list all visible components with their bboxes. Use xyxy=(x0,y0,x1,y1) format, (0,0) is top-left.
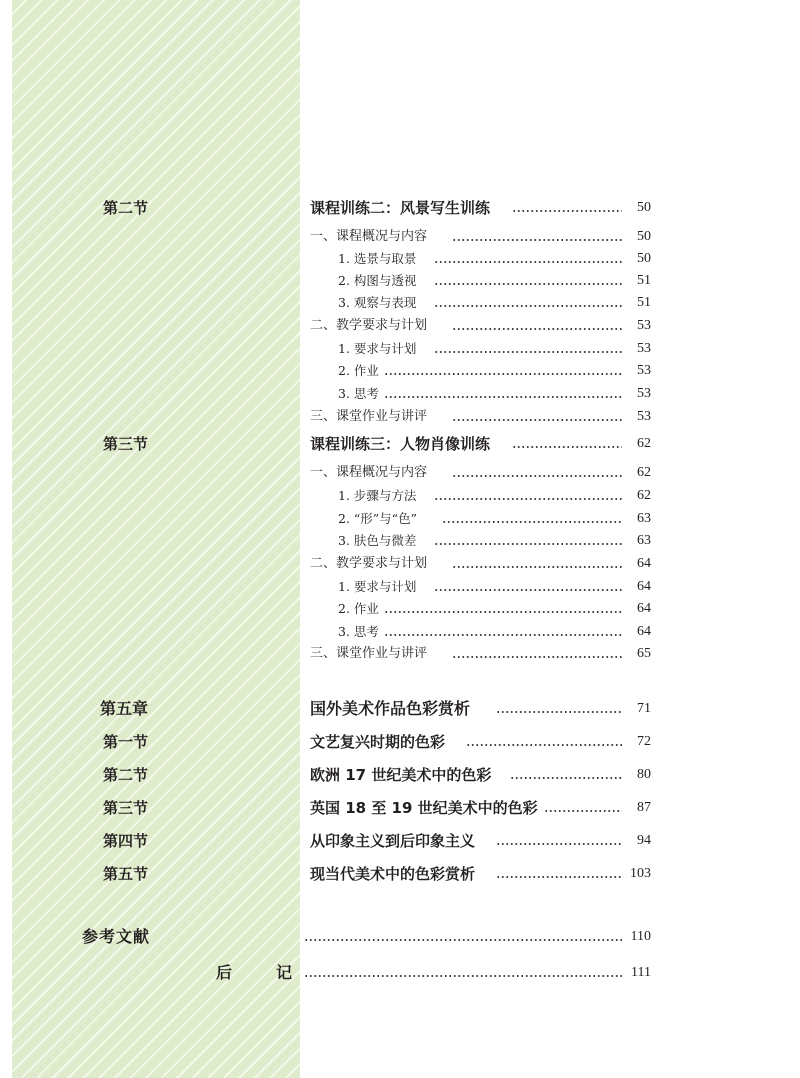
page-number: 53 xyxy=(637,409,651,424)
item-title: 三、课堂作业与讲评 xyxy=(310,646,428,661)
dot-leader xyxy=(434,269,622,293)
toc-subitem-row[interactable] xyxy=(0,484,660,508)
subitem-title: 1. 选景与取景 xyxy=(338,251,417,266)
page-number: 63 xyxy=(637,511,651,526)
dot-leader xyxy=(384,620,622,644)
section-title: 课程训练二：风景写生训练 xyxy=(310,199,491,217)
dot-leader xyxy=(434,337,622,361)
dot-leader xyxy=(434,529,622,553)
toc-section-row[interactable] xyxy=(0,862,660,886)
item-title: 二、教学要求与计划 xyxy=(310,556,428,571)
page-number: 64 xyxy=(637,624,651,639)
dot-leader xyxy=(466,730,622,754)
dot-leader xyxy=(496,829,622,853)
page-number: 50 xyxy=(637,229,651,244)
item-title: 一、课程概况与内容 xyxy=(310,229,428,244)
section-label: 第二节 xyxy=(102,766,148,784)
toc-section-row[interactable] xyxy=(0,196,660,220)
page-number: 80 xyxy=(637,767,651,782)
toc-section-row[interactable] xyxy=(0,796,660,820)
toc-subitem-row[interactable] xyxy=(0,359,660,383)
postscript-char: 记 xyxy=(275,963,292,982)
subitem-title: 2. 构图与透视 xyxy=(338,273,417,288)
toc-section-row[interactable] xyxy=(0,432,660,456)
toc-item-row[interactable] xyxy=(0,405,660,429)
dot-leader xyxy=(452,642,622,666)
subitem-title: 3. 观察与表现 xyxy=(338,295,417,310)
page-number: 110 xyxy=(630,929,651,944)
item-title: 一、课程概况与内容 xyxy=(310,465,428,480)
page-number: 53 xyxy=(637,386,651,401)
section-title: 课程训练三：人物肖像训练 xyxy=(310,435,491,453)
section-label: 第五节 xyxy=(102,865,148,883)
page-number: 94 xyxy=(637,833,651,848)
section-label: 第四节 xyxy=(102,832,148,850)
toc-item-row[interactable] xyxy=(0,225,660,249)
page-number: 64 xyxy=(637,579,651,594)
toc-item-row[interactable] xyxy=(0,552,660,576)
dot-leader xyxy=(496,697,622,721)
dot-leader xyxy=(434,575,622,599)
page-number: 53 xyxy=(637,318,651,333)
subitem-title: 3. 肤色与微差 xyxy=(338,533,417,548)
page-number: 62 xyxy=(637,436,651,451)
references-title: 参考文献 xyxy=(81,927,150,946)
toc-section-row[interactable] xyxy=(0,763,660,787)
subitem-title: 3. 思考 xyxy=(338,386,379,401)
toc-postscript-row[interactable] xyxy=(0,961,660,985)
dot-leader xyxy=(496,862,622,886)
chapter-label: 第五章 xyxy=(99,699,148,718)
page-number: 111 xyxy=(631,965,651,980)
toc-subitem-row[interactable] xyxy=(0,620,660,644)
dot-leader xyxy=(434,247,622,271)
toc-subitem-row[interactable] xyxy=(0,337,660,361)
subitem-title: 1. 步骤与方法 xyxy=(338,488,417,503)
toc-section-row[interactable] xyxy=(0,730,660,754)
dot-leader xyxy=(384,359,622,383)
dot-leader xyxy=(452,314,622,338)
page-number: 50 xyxy=(637,200,651,215)
page-number: 64 xyxy=(637,556,651,571)
dot-leader xyxy=(510,763,622,787)
dot-leader xyxy=(304,925,622,949)
section-title: 英国 18 至 19 世纪美术中的色彩 xyxy=(310,799,538,817)
dot-leader xyxy=(512,432,622,456)
toc-subitem-row[interactable] xyxy=(0,382,660,406)
item-title: 二、教学要求与计划 xyxy=(310,318,428,333)
toc-subitem-row[interactable] xyxy=(0,529,660,553)
toc-subitem-row[interactable] xyxy=(0,247,660,271)
dot-leader xyxy=(452,225,622,249)
dot-leader xyxy=(452,405,622,429)
dot-leader xyxy=(512,196,622,220)
toc-subitem-row[interactable] xyxy=(0,507,660,531)
dot-leader xyxy=(544,796,622,820)
postscript-char: 后 xyxy=(216,963,233,982)
page-number: 51 xyxy=(637,273,651,288)
page-number: 63 xyxy=(637,533,651,548)
section-title: 文艺复兴时期的色彩 xyxy=(310,733,446,751)
postscript-title xyxy=(216,961,292,985)
page-number: 62 xyxy=(637,465,651,480)
item-title: 三、课堂作业与讲评 xyxy=(310,409,428,424)
section-title: 从印象主义到后印象主义 xyxy=(310,832,476,850)
dot-leader xyxy=(384,597,622,621)
toc-item-row[interactable] xyxy=(0,642,660,666)
dot-leader xyxy=(384,382,622,406)
section-title: 欧洲 17 世纪美术中的色彩 xyxy=(310,766,492,784)
page-number: 103 xyxy=(630,866,651,881)
dot-leader xyxy=(434,484,622,508)
chapter-title: 国外美术作品色彩赏析 xyxy=(310,699,471,718)
dot-leader xyxy=(442,507,622,531)
subitem-title: 2. 作业 xyxy=(338,601,379,616)
section-label: 第三节 xyxy=(102,435,148,453)
dot-leader xyxy=(304,961,622,985)
page-number: 72 xyxy=(637,734,651,749)
page-number: 51 xyxy=(637,295,651,310)
dot-leader xyxy=(452,461,622,485)
section-label: 第二节 xyxy=(102,199,148,217)
toc-item-row[interactable] xyxy=(0,314,660,338)
toc-subitem-row[interactable] xyxy=(0,575,660,599)
dot-leader xyxy=(434,291,622,315)
toc-item-row[interactable] xyxy=(0,461,660,485)
page-number: 53 xyxy=(637,363,651,378)
page-number: 87 xyxy=(637,800,651,815)
subitem-title: 1. 要求与计划 xyxy=(338,579,417,594)
section-title: 现当代美术中的色彩赏析 xyxy=(310,865,476,883)
page-number: 50 xyxy=(637,251,651,266)
subitem-title: 2. 作业 xyxy=(338,363,379,378)
subitem-title: 1. 要求与计划 xyxy=(338,341,417,356)
subitem-title: 3. 思考 xyxy=(338,624,379,639)
toc-references-row[interactable] xyxy=(0,925,660,949)
toc-section-row[interactable] xyxy=(0,829,660,853)
page-number: 64 xyxy=(637,601,651,616)
page-number: 62 xyxy=(637,488,651,503)
page-number: 71 xyxy=(637,701,651,716)
dot-leader xyxy=(452,552,622,576)
toc-subitem-row[interactable] xyxy=(0,597,660,621)
subitem-title: 2. “形”与“色” xyxy=(338,511,417,526)
page-number: 65 xyxy=(637,646,651,661)
page-number: 53 xyxy=(637,341,651,356)
section-label: 第三节 xyxy=(102,799,148,817)
toc-subitem-row[interactable] xyxy=(0,269,660,293)
toc-subitem-row[interactable] xyxy=(0,291,660,315)
toc-chapter-row[interactable] xyxy=(0,697,660,721)
section-label: 第一节 xyxy=(102,733,148,751)
